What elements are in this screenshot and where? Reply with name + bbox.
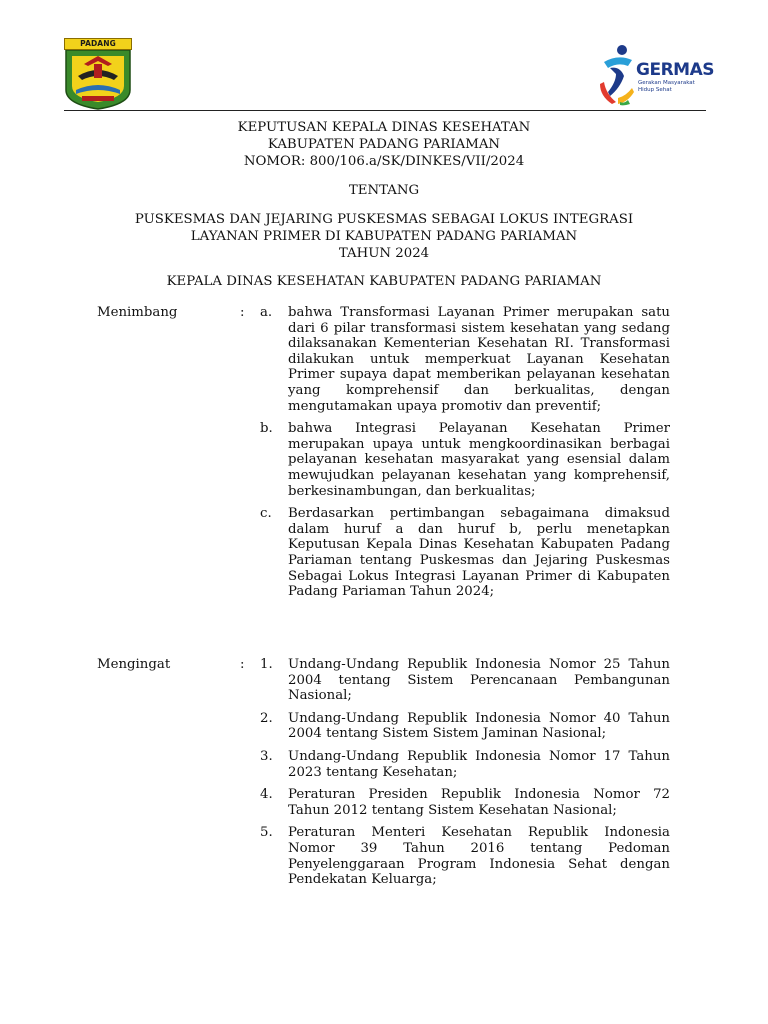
item-text: Undang-Undang Republik Indonesia Nomor 17 Tahun 2023 tentang Kesehatan; xyxy=(288,748,670,780)
tentang-heading: TENTANG xyxy=(348,183,420,198)
item-marker: 5. xyxy=(260,825,273,841)
menimbang-item xyxy=(260,421,670,499)
item-marker: a. xyxy=(260,305,273,320)
item-marker: b. xyxy=(260,421,273,437)
item-marker: 2. xyxy=(260,710,273,726)
germas-wordmark: GERMAS xyxy=(636,60,714,80)
item-text: Undang-Undang Republik Indonesia Nomor 40 Tahun 2004 tentang Sistem Sistem Jaminan Nasional; xyxy=(288,710,670,742)
padang-pariaman-logo xyxy=(64,38,132,110)
padang-pariaman-crest-icon xyxy=(64,50,132,110)
mengingat-item xyxy=(260,825,670,887)
item-text: Peraturan Menteri Kesehatan Republik Indonesia Nomor 39 Tahun 2016 tentang Pedoman Penyelenggaraan Program Indonesia Sehat dengan Pendekatan Keluarga; xyxy=(288,825,670,888)
issuer-heading: KEPALA DINAS KESEHATAN KABUPATEN PADANG PARIAMAN xyxy=(166,274,602,289)
title-line-2: KABUPATEN PADANG PARIAMAN xyxy=(267,137,501,152)
item-text: Berdasarkan pertimbangan sebagaimana dimaksud dalam huruf a dan huruf b, perlu menetapkan Keputusan Kepala Dinas Kesehatan Kabupaten Padang Pariaman tentang Puskesmas dan Jejaring Puskesmas Sebagai Lokus Integrasi Layanan Primer di Kabupaten Padang Pariaman Tahun 2024; xyxy=(288,506,670,600)
header-divider xyxy=(64,110,706,111)
mengingat-label: Mengingat xyxy=(97,657,171,672)
item-text: bahwa Transformasi Layanan Primer merupakan satu dari 6 pilar transformasi sistem kesehatan yang sedang dilaksanakan Kementerian Kesehatan RI. Transformasi dilakukan untuk memperkuat Layanan Kesehatan Primer supaya dapat memberikan pelayanan kesehatan yang komprehensif dan berkualitas, dengan mengutamakan upaya promotiv dan preventif; xyxy=(288,305,670,414)
decree-title xyxy=(64,119,704,170)
decree-subject xyxy=(64,211,704,262)
item-marker: c. xyxy=(260,506,272,522)
item-text: Undang-Undang Republik Indonesia Nomor 25 Tahun 2004 tentang Sistem Perencanaan Pembangunan Nasional; xyxy=(288,657,670,704)
germas-figure-icon xyxy=(598,42,638,106)
subject-line-2: LAYANAN PRIMER DI KABUPATEN PADANG PARIAMAN xyxy=(190,229,578,244)
mengingat-colon: : xyxy=(240,657,245,672)
menimbang-item xyxy=(260,506,670,600)
item-marker: 4. xyxy=(260,787,273,803)
mengingat-item xyxy=(260,787,670,818)
mengingat-item xyxy=(260,711,670,742)
menimbang-label: Menimbang xyxy=(97,305,178,320)
mengingat-item xyxy=(260,657,670,704)
mengingat-item xyxy=(260,749,670,780)
subject-line-1: PUSKESMAS DAN JEJARING PUSKESMAS SEBAGAI LOKUS INTEGRASI xyxy=(134,212,634,227)
item-marker: 3. xyxy=(260,748,273,764)
germas-logo xyxy=(598,42,714,106)
menimbang-colon: : xyxy=(240,305,245,320)
menimbang-item xyxy=(260,305,670,414)
item-marker: 1. xyxy=(260,657,273,672)
germas-subtitle: Gerakan Masyarakat Hidup Sehat xyxy=(638,80,695,93)
item-text: Peraturan Presiden Republik Indonesia Nomor 72 Tahun 2012 tentang Sistem Kesehatan Nasional; xyxy=(288,787,670,818)
title-line-1: KEPUTUSAN KEPALA DINAS KESEHATAN xyxy=(237,120,531,135)
item-text: bahwa Integrasi Pelayanan Kesehatan Primer merupakan upaya untuk mengkoordinasikan berbagai pelayanan kesehatan masyarakat yang esensial dalam mewujudkan pelayanan kesehatan yang komprehensif, berkesinambungan, dan berkualitas; xyxy=(288,421,670,499)
logo-banner: PADANG xyxy=(64,38,132,50)
title-line-3: NOMOR: 800/106.a/SK/DINKES/VII/2024 xyxy=(243,154,525,169)
subject-line-3: TAHUN 2024 xyxy=(338,246,430,261)
